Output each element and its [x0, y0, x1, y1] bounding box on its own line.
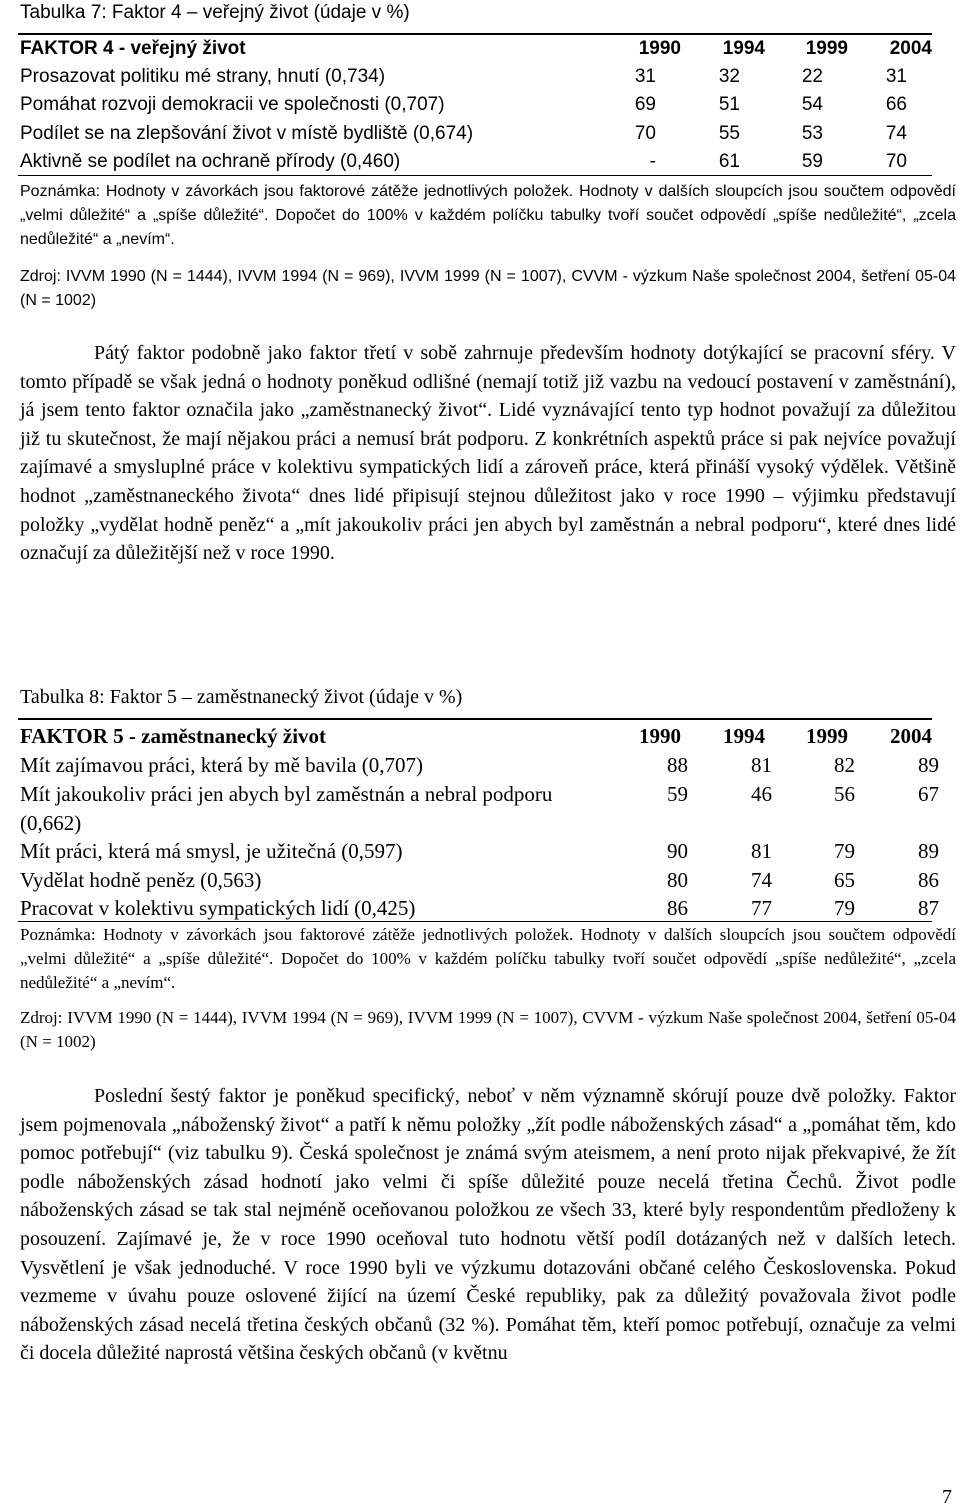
table1-header-label: FAKTOR 4 - veřejný život — [20, 38, 246, 59]
table2-top-rule — [18, 718, 932, 720]
table2-source: Zdroj: IVVM 1990 (N = 1444), IVVM 1994 (N = 969), IVVM 1999 (N = 1007), CVVM - výzkum Naše společnost 2004, šetření 05-04 (N = 1002) — [20, 1008, 956, 1051]
table2-header-label: FAKTOR 5 - zaměstnanecký život — [20, 724, 327, 748]
paragraph-1-text: Pátý faktor podobně jako faktor třetí v sobě zahrnuje především hodnoty dotýkající se pracovní sféry. V tomto případě se však jedná o hodnoty poněkud odlišné (nemají totiž již vazbu na vedoucí postavení v zaměstnání), já jsem tento faktor označila jako „zaměstnanecký život“. Lidé vyznávající tento typ hodnot považují za důležitou již tu skutečnost, že mají nějakou práci a nemusí brát podporu. Z konkrétních aspektů práce si pak nejvíce považují zajímavé a smysluplné práce v kolektivu sympatických lidí a zároveň práce, která přináší vysoký výdělek. Většině hodnot „zaměstnaneckého života“ dnes lidé připisují stejnou důležitost jako v roce 1990 – výjimku představují položky „vydělat hodně peněz“ a „mít jakoukoliv práci jen abych byl zaměstnán a nebral podporu“, které dnes lidé označují za důležitější než v roce 1990. — [20, 342, 956, 565]
table1-year-1999: 1999 — [805, 38, 848, 59]
table1-note: Poznámka: Hodnoty v závorkách jsou faktorové zátěže jednotlivých položek. Hodnoty v dalších sloupcích jsou součtem odpovědí „velmi důležité“ a „spíše důležité“. Dopočet do 100% v každém políčku tabulky tvoří součet odpovědí „spíše nedůležité“, „zcela nedůležité“ a „nevím“. — [20, 183, 956, 248]
row-label: Pomáhat rozvoji demokracii ve společnosti (0,707) — [20, 94, 445, 115]
table2-year-2004: 2004 — [890, 724, 932, 748]
row-value-2004: 31 — [885, 66, 907, 87]
row-value-1999: 54 — [801, 94, 823, 115]
row-value-2004: 86 — [918, 868, 939, 892]
row-label: Pracovat v kolektivu sympatických lidí (0,425) — [20, 896, 416, 920]
table2-caption: Tabulka 8: Faktor 5 – zaměstnanecký život (údaje v %) — [20, 686, 463, 708]
row-value-1994: 81 — [751, 753, 772, 777]
row-value-1999: 65 — [834, 868, 855, 892]
table-row — [18, 780, 939, 837]
row-value-1999: 79 — [834, 896, 855, 920]
row-value-2004: 89 — [918, 839, 939, 863]
body-paragraph-1 — [20, 339, 956, 568]
row-value-2004: 66 — [885, 94, 907, 115]
row-value-1994: 46 — [751, 782, 772, 806]
row-value-1994: 74 — [751, 868, 772, 892]
row-label: Mít práci, která má smysl, je užitečná (0,597) — [20, 839, 403, 863]
row-value-1999: 56 — [834, 782, 855, 806]
row-value-1990: 31 — [634, 66, 656, 87]
table-row — [18, 837, 939, 866]
table1-bottom-rule — [18, 175, 932, 176]
paragraph-2-text: Poslední šestý faktor je poněkud specifický, neboť v něm významně skórují pouze dvě položky. Faktor jsem pojmenovala „náboženský život“ a patří k němu položky „žít podle náboženských zásad“ a „pomáhat těm, kdo pomoc potřebují“ (viz tabulku 9). Česká společnost je známá svým ateismem, a není proto nijak překvapivé, že žít podle náboženských zásad hodnotí jako velmi či spíše důležité pouze necelá třetina Čechů. Život podle náboženských zásad se tak stal nejméně oceňovanou položkou ze všech 33, které byly respondentům předloženy k posouzení. Zajímavé je, že v roce 1990 oceňoval tuto hodnotu větší podíl dotázaných než v dalších letech. Vysvětlení je však jednoduché. V roce 1990 byli ve výzkumu dotazováni občané celého Československa. Pokud vezmeme v úvahu pouze oslovené žijící na území České republiky, pak za důležitý považovala život podle náboženských zásad necelá třetina českých občanů (32 %). Pomáhat těm, kteří pomoc potřebují, označuje za velmi či docela důležité naprostá většina českých občanů (v květnu — [20, 1085, 956, 1365]
row-label: Aktivně se podílet na ochraně přírody (0,460) — [20, 151, 401, 172]
table2-year-1994: 1994 — [723, 724, 765, 748]
row-value-1999: 53 — [801, 123, 823, 144]
table1-header-row — [18, 35, 932, 63]
row-value-1990: 86 — [667, 896, 688, 920]
table2-bottom-rule — [18, 921, 932, 922]
table1-source: Zdroj: IVVM 1990 (N = 1444), IVVM 1994 (N = 969), IVVM 1999 (N = 1007), CVVM - výzkum Naše společnost 2004, šetření 05-04 (N = 1002) — [20, 268, 956, 309]
table-row — [18, 91, 932, 119]
row-value-1999: 82 — [834, 753, 855, 777]
row-label: Prosazovat politiku mé strany, hnutí (0,734) — [20, 66, 386, 87]
table2-year-1990: 1990 — [639, 724, 681, 748]
row-value-1994: 77 — [751, 896, 772, 920]
row-value-1990: 70 — [634, 123, 656, 144]
table1-year-2004: 2004 — [889, 38, 932, 59]
row-label: Mít zajímavou práci, která by mě bavila (0,707) — [20, 753, 423, 777]
table2-year-1999: 1999 — [806, 724, 848, 748]
row-value-2004: 89 — [918, 753, 939, 777]
row-value-2004: 70 — [885, 151, 907, 172]
row-label: Vydělat hodně peněz (0,563) — [20, 868, 262, 892]
row-value-1990: 59 — [667, 782, 688, 806]
table2-header-row — [18, 722, 932, 751]
row-value-1994: 51 — [718, 94, 740, 115]
table-row — [18, 751, 939, 780]
table-row — [18, 866, 939, 895]
row-value-1990: 88 — [667, 753, 688, 777]
page-number: 7 — [942, 1486, 952, 1508]
table2-note: Poznámka: Hodnoty v závorkách jsou faktorové zátěže jednotlivých položek. Hodnoty v dalších sloupcích jsou součtem odpovědí „velmi důležité“ a „spíše důležité“. Dopočet do 100% v každém políčku tabulky tvoří součet odpovědí „spíše nedůležité“, „zcela nedůležité“ a „nevím“. — [20, 925, 956, 992]
row-value-1994: 55 — [718, 123, 740, 144]
table1-year-1990: 1990 — [638, 38, 681, 59]
row-value-1990: 69 — [634, 94, 656, 115]
row-value-1994: 32 — [718, 66, 740, 87]
row-value-2004: 74 — [885, 123, 907, 144]
table1-caption: Tabulka 7: Faktor 4 – veřejný život (údaje v %) — [20, 2, 410, 23]
row-value-2004: 67 — [918, 782, 939, 806]
row-value-1990: 80 — [667, 868, 688, 892]
row-value-1994: 81 — [751, 839, 772, 863]
row-value-2004: 87 — [918, 896, 939, 920]
row-value-1990: 90 — [667, 839, 688, 863]
row-label: Mít jakoukoliv práci jen abych byl zaměstnán a nebral podporu (0,662) — [20, 782, 553, 835]
row-value-1994: 61 — [718, 151, 740, 172]
table-row — [18, 120, 932, 148]
row-value-1999: 22 — [801, 66, 823, 87]
table-row — [18, 894, 939, 923]
table-row — [18, 63, 932, 91]
row-label: Podílet se na zlepšování život v místě bydliště (0,674) — [20, 123, 474, 144]
row-value-1999: 59 — [801, 151, 823, 172]
table-row — [18, 148, 932, 176]
body-paragraph-2 — [20, 1082, 956, 1368]
row-value-1999: 79 — [834, 839, 855, 863]
row-value-1990: - — [649, 151, 656, 172]
table1-year-1994: 1994 — [722, 38, 765, 59]
